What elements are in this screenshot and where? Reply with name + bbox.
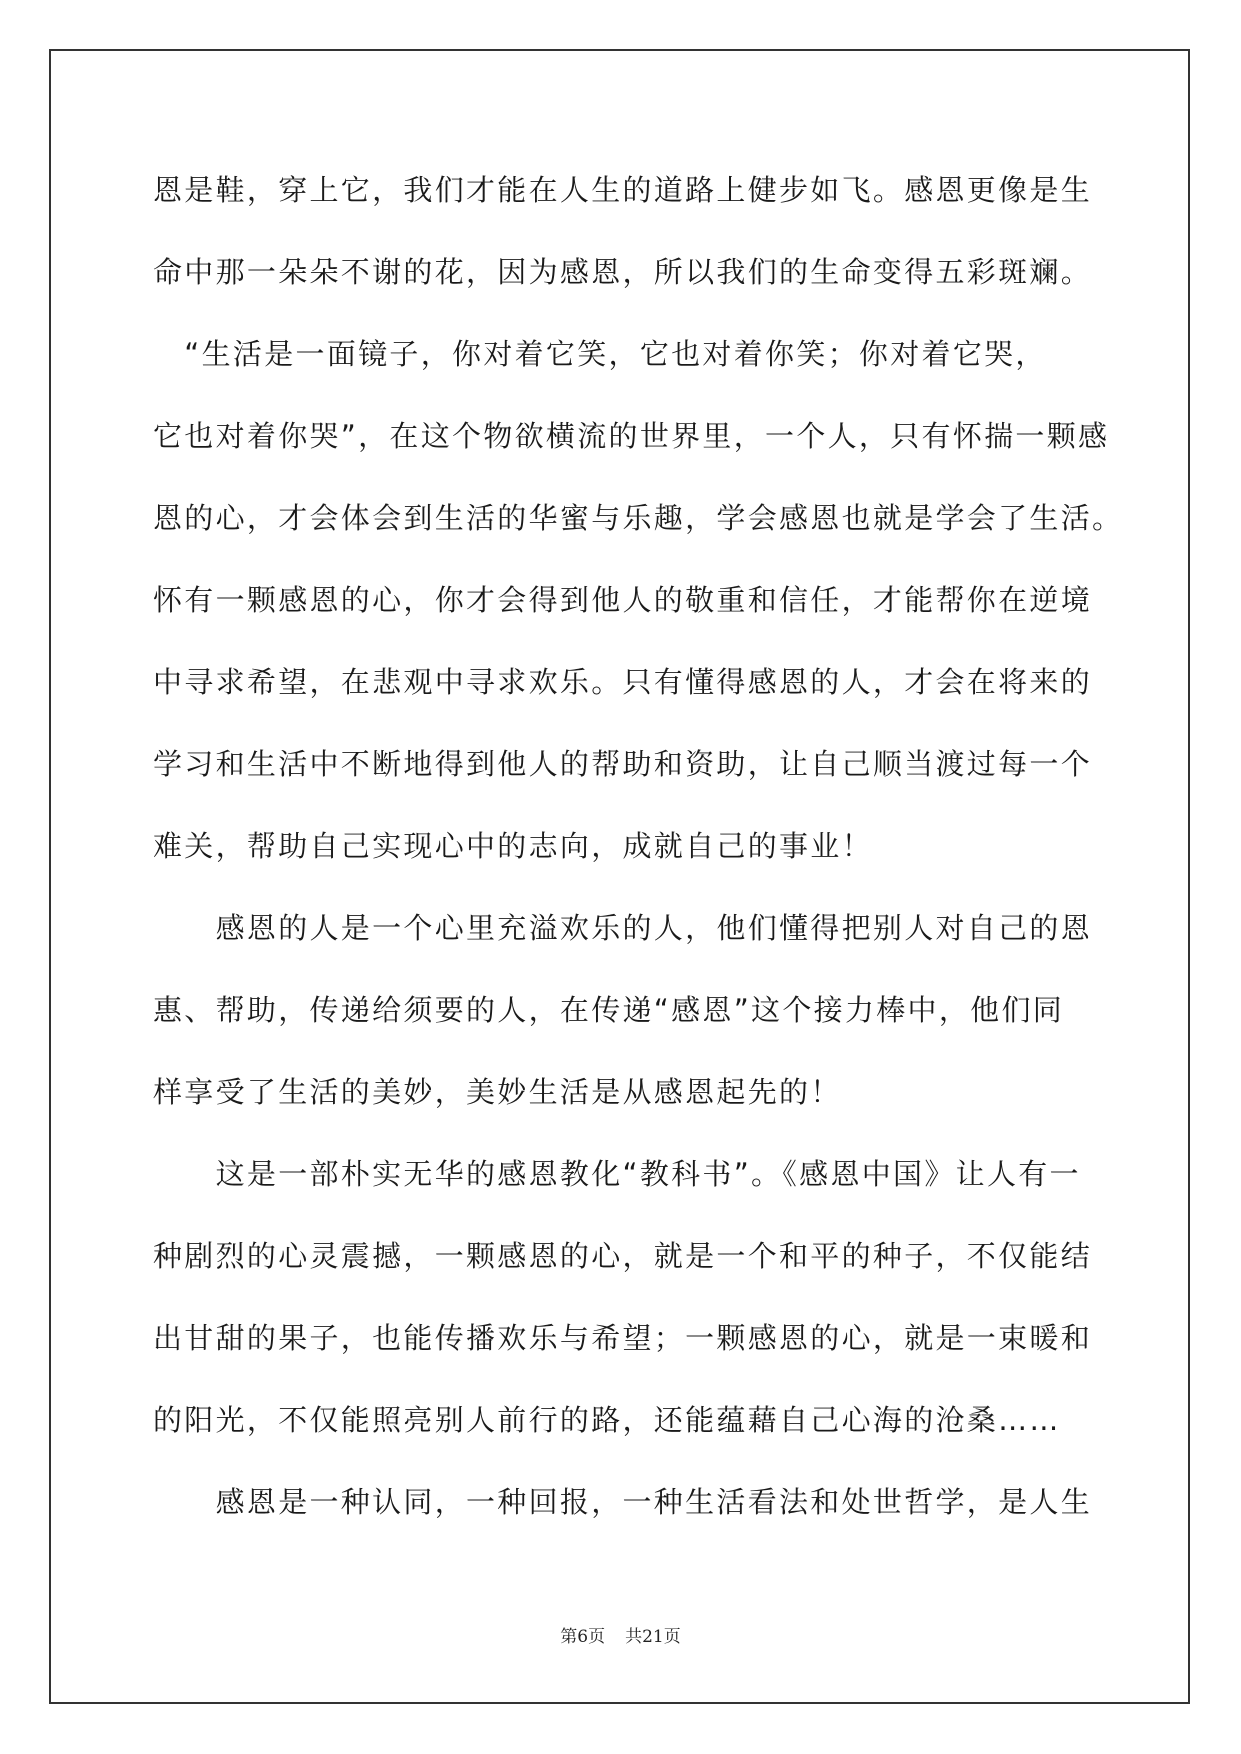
text-line: 中寻求希望，在悲观中寻求欢乐。只有懂得感恩的人，才会在将来的 (153, 665, 1093, 699)
text-line: 惠、帮助，传递给须要的人，在传递“感恩”这个接力棒中，他们同 (153, 993, 1065, 1027)
page-footer (0, 1622, 1241, 1647)
text-line: 样享受了生活的美妙，美妙生活是从感恩起先的！ (153, 1075, 842, 1109)
text-line: 难关，帮助自己实现心中的志向，成就自己的事业！ (153, 829, 873, 863)
text-line: 恩是鞋，穿上它，我们才能在人生的道路上健步如飞。感恩更像是生 (153, 173, 1093, 207)
text-line: 种剧烈的心灵震撼，一颗感恩的心，就是一个和平的种子，不仅能结 (153, 1239, 1093, 1273)
page-number: 第6页 (560, 1627, 606, 1647)
text-line: 感恩的人是一个心里充溢欢乐的人，他们懂得把别人对自己的恩 (153, 911, 1093, 945)
text-line: 感恩是一种认同，一种回报，一种生活看法和处世哲学，是人生 (153, 1485, 1093, 1519)
text-line: 命中那一朵朵不谢的花，因为感恩，所以我们的生命变得五彩斑斓。 (153, 255, 1093, 289)
text-line: 怀有一颗感恩的心，你才会得到他人的敬重和信任，才能帮你在逆境 (153, 583, 1093, 617)
text-line: 这是一部朴实无华的感恩教化“教科书”。《感恩中国》让人有一 (153, 1157, 1081, 1191)
page-total: 共21页 (625, 1627, 681, 1647)
text-line: 学习和生活中不断地得到他人的帮助和资助，让自己顺当渡过每一个 (153, 747, 1093, 781)
text-line: 它也对着你哭”，在这个物欲横流的世界里，一个人，只有怀揣一颗感 (153, 419, 1110, 453)
text-line: 恩的心，才会体会到生活的华蜜与乐趣，学会感恩也就是学会了生活。 (153, 501, 1124, 535)
text-line: “生活是一面镜子，你对着它笑，它也对着你笑；你对着它哭， (153, 337, 1047, 371)
page-border (49, 49, 1190, 1704)
text-line: 出甘甜的果子，也能传播欢乐与希望；一颗感恩的心，就是一束暖和 (153, 1321, 1093, 1355)
text-line: 的阳光，不仅能照亮别人前行的路，还能蕴藉自己心海的沧桑…… (153, 1403, 1061, 1437)
